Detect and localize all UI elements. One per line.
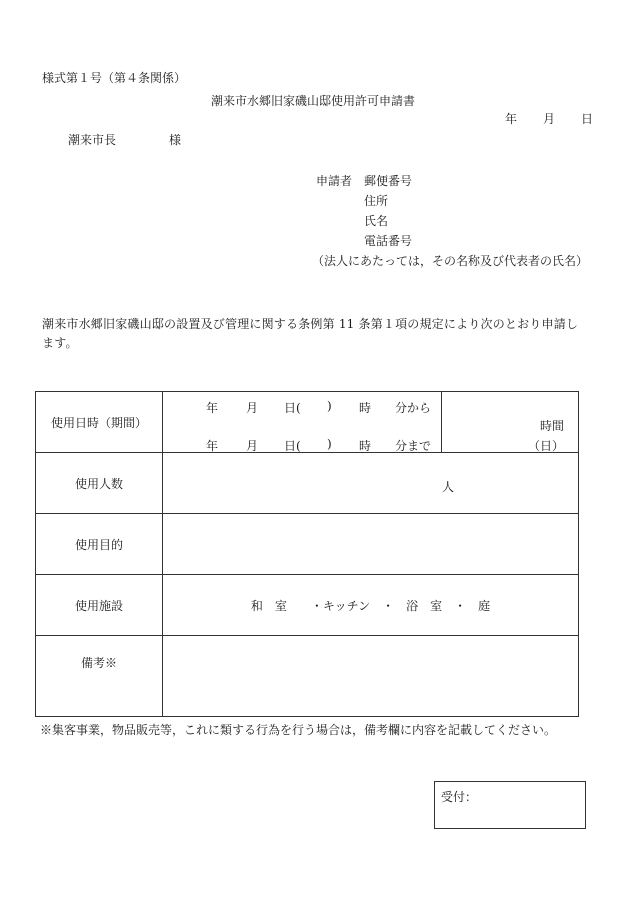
days-label: （日） — [527, 439, 564, 453]
application-date — [505, 113, 593, 125]
to-day: 日( — [284, 439, 301, 453]
to-weekday-paren: ) — [327, 437, 332, 451]
applicant-name-label: 氏名 — [364, 214, 389, 228]
purpose-label: 使用目的 — [36, 514, 163, 575]
table-row — [36, 575, 579, 636]
people-count-label: 使用人数 — [36, 453, 163, 514]
to-minute: 分まで — [395, 439, 432, 453]
remarks-cell[interactable] — [163, 636, 579, 717]
application-statement: 潮来市水郷旧家磯山邸の設置及び管理に関する条例第 11 条第１項の規定により次のとおり申請します。 — [42, 317, 579, 350]
date-year: 年 — [505, 112, 518, 126]
hours-label: 時間 — [539, 419, 564, 433]
usage-datetime-cell[interactable] — [163, 392, 579, 453]
addressee — [68, 134, 181, 146]
applicant-phone-label: 電話番号 — [364, 234, 413, 248]
purpose-cell[interactable] — [163, 514, 579, 575]
document-title: 潮来市水郷旧家磯山邸使用許可申請書 — [211, 94, 416, 108]
from-minute: 分から — [395, 401, 432, 415]
table-row — [36, 453, 579, 514]
table-row — [36, 514, 579, 575]
receipt-label: 受付： — [441, 790, 478, 804]
to-month: 月 — [246, 439, 259, 453]
from-day: 日( — [284, 401, 301, 415]
to-year: 年 — [206, 439, 219, 453]
from-hour: 時 — [359, 401, 372, 415]
applicant-address-label: 住所 — [364, 194, 389, 208]
remarks-label: 備考※ — [80, 656, 117, 670]
usage-datetime-label: 使用日時（期間） — [36, 392, 163, 453]
from-year: 年 — [206, 401, 219, 415]
table-row — [36, 636, 579, 717]
date-day: 日 — [581, 112, 594, 126]
facility-label: 使用施設 — [36, 575, 163, 636]
from-month: 月 — [246, 401, 259, 415]
people-unit: 人 — [442, 480, 455, 494]
to-hour: 時 — [359, 439, 372, 453]
remarks-label-cell — [36, 636, 163, 717]
addressee-name: 潮来市長 — [68, 133, 117, 147]
date-month: 月 — [543, 112, 556, 126]
facility-options[interactable]: 和 室 ・キッチン ・ 浴 室 ・ 庭 — [163, 575, 579, 636]
form-number-label: 様式第１号（第４条関係） — [42, 71, 187, 85]
addressee-honorific: 様 — [169, 133, 182, 147]
applicant-label: 申請者 — [316, 174, 353, 188]
applicant-block — [316, 175, 412, 255]
footnote: ※集客事業，物品販売等，これに類する行為を行う場合は，備考欄に内容を記載してください。 — [40, 723, 557, 737]
application-table — [35, 391, 579, 717]
applicant-postal-label: 郵便番号 — [364, 174, 413, 188]
table-row — [36, 392, 579, 453]
receipt-box — [434, 781, 586, 829]
people-count-cell[interactable] — [163, 453, 579, 514]
corporation-note: （法人にあたっては，その名称及び代表者の氏名） — [312, 254, 589, 268]
hours-divider — [441, 392, 442, 452]
from-weekday-paren: ) — [327, 399, 332, 413]
